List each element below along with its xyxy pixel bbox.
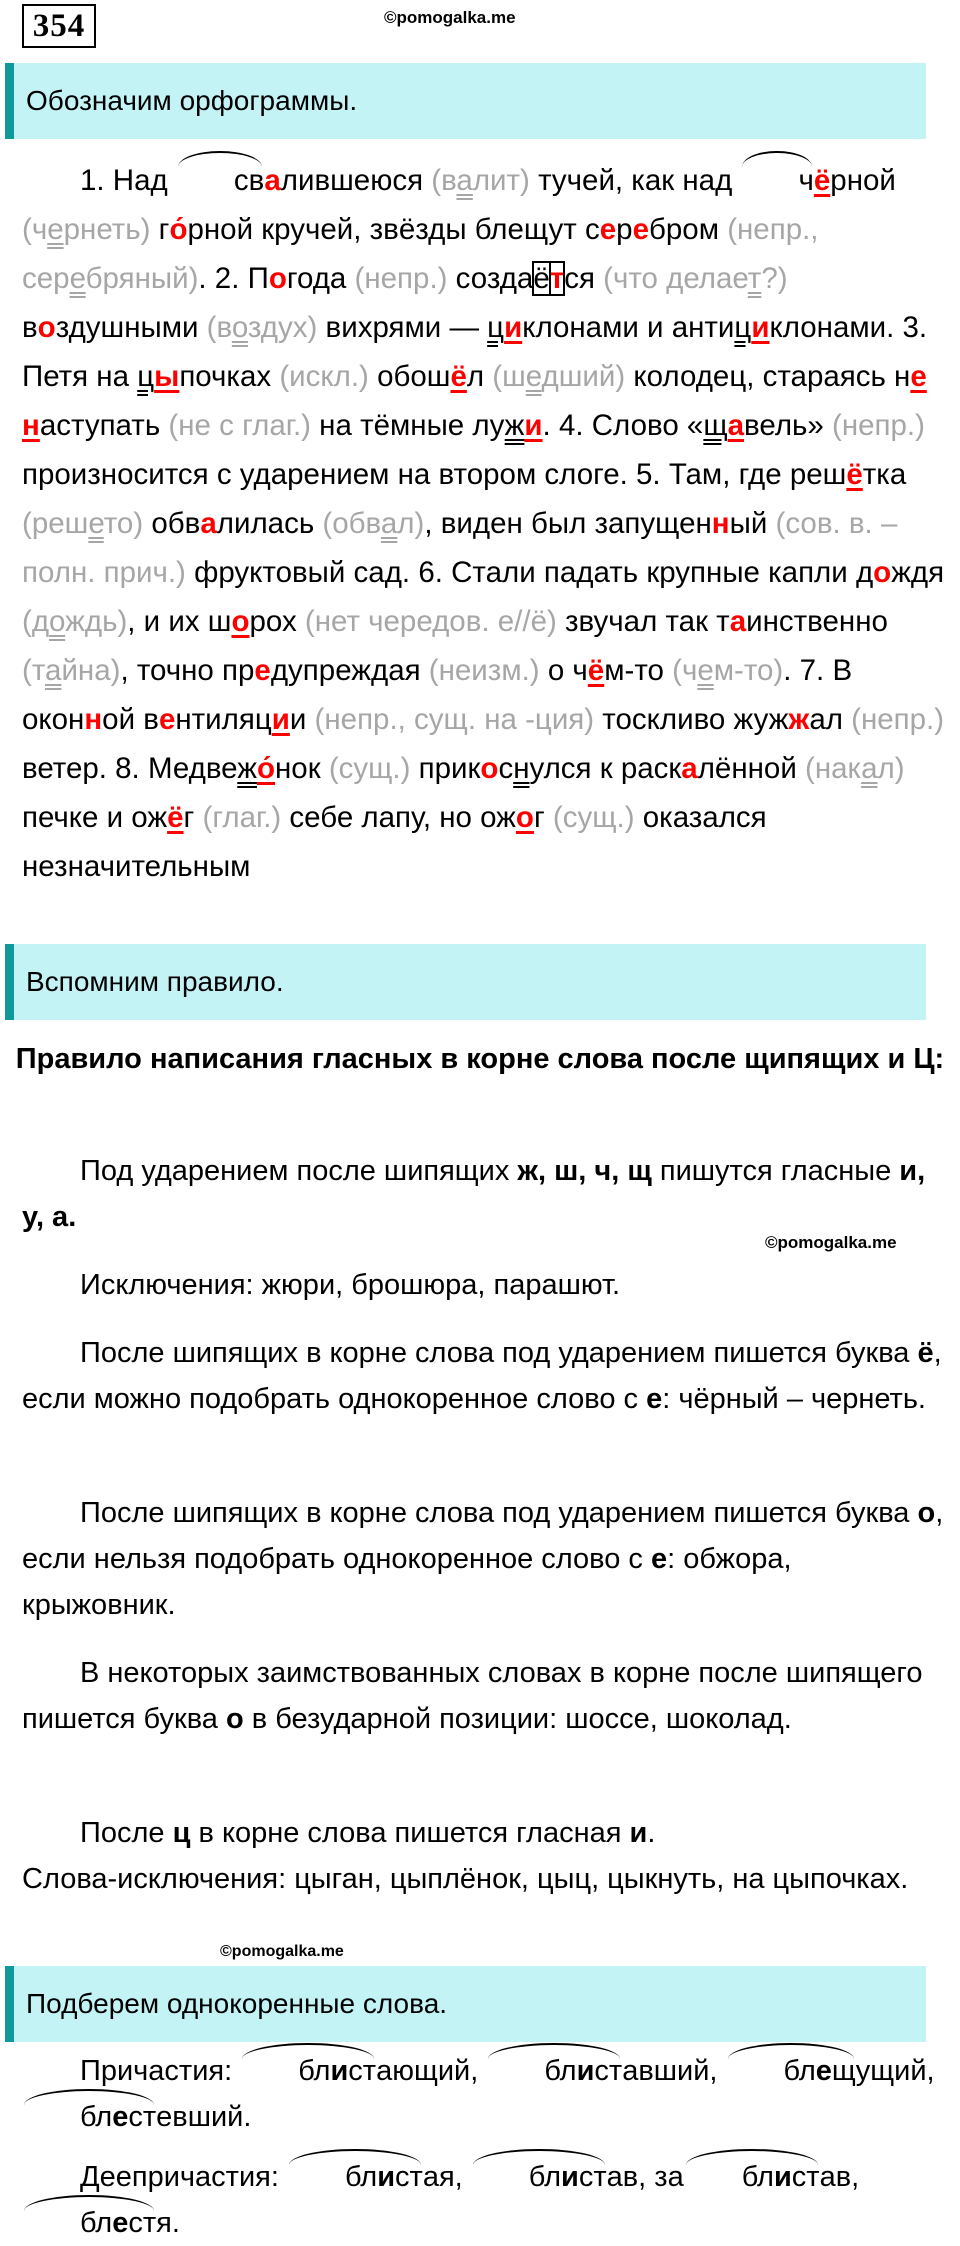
hint-text: а: [861, 752, 878, 785]
hint-text: а: [380, 507, 398, 540]
text-segment: бром: [649, 213, 719, 246]
hint-text: е: [69, 262, 86, 295]
rule-paragraph-6: После ц в корне слова пишется гласная и.: [80, 1817, 656, 1849]
hint-text: (неизм.): [420, 654, 540, 687]
task-number: 354: [22, 4, 96, 48]
text-segment: г: [150, 213, 170, 246]
hint-text: (ш: [484, 360, 526, 393]
rule-paragraph-4: После шипящих в корне слова под ударением пишется буква о, если нельзя подобрать однокоренное слово с е: обжора, крыжовник.: [22, 1497, 944, 1621]
hint-text: е: [525, 360, 542, 393]
hint-text: (непр.): [346, 262, 448, 295]
orthogram-letter: св: [176, 156, 264, 205]
text-segment: ветер. 8. Медве: [22, 752, 238, 785]
hint-text: (реш: [22, 507, 89, 540]
related-word: за блистав,: [654, 2161, 859, 2193]
hint-text: е: [88, 507, 104, 540]
orthogram-letter: о́: [256, 752, 276, 785]
word-root: блест: [22, 2094, 156, 2140]
orthogram-letter: а: [729, 605, 747, 638]
hint-text: (д: [22, 605, 50, 638]
orthogram-letter: а: [200, 507, 217, 540]
orthogram-letter: е: [632, 213, 649, 246]
text-segment: , точно пр: [120, 654, 255, 687]
watermark: ©pomogalka.me: [384, 8, 516, 27]
text-segment: на тёмные лу: [310, 409, 505, 442]
text-segment: м-то: [604, 654, 664, 687]
text-segment: еюся: [353, 164, 432, 197]
orthogram-letter: е: [254, 654, 271, 687]
word-root: блист: [287, 2154, 423, 2200]
related-word: блиставший,: [486, 2055, 725, 2087]
hint-text: йна): [61, 654, 121, 687]
text-segment: рной: [830, 164, 896, 197]
orthogram-letter: и: [271, 703, 290, 736]
text-segment: клонами и анти: [522, 311, 735, 344]
text-segment: ц: [487, 311, 505, 344]
orthogram-letter: ё: [846, 458, 863, 491]
hint-text: (т: [22, 654, 46, 687]
hint-text: (непр.): [842, 703, 945, 736]
hint-text: (непр., сущ. на -ция): [306, 703, 595, 736]
hint-text: (обв: [314, 507, 381, 540]
orthogram-letter: н: [711, 507, 730, 540]
section-banner-related-words: [5, 1966, 926, 2042]
text-segment: звучал так т: [556, 605, 730, 638]
related-word: блистав,: [471, 2161, 655, 2193]
exercise-text: [22, 156, 952, 891]
text-segment: тоскливо жуж: [594, 703, 789, 736]
orthogram-letter: а: [681, 752, 698, 785]
text-segment: 1. Над: [80, 164, 176, 197]
text-segment: с: [584, 213, 600, 246]
hint-text: л): [877, 752, 905, 785]
text-segment: г: [533, 801, 545, 834]
text-segment: в: [22, 311, 38, 344]
orthogram-letter: и: [751, 311, 770, 344]
text-segment: ё: [533, 262, 550, 295]
related-word: блестевший.: [22, 2101, 251, 2133]
text-segment: созда: [447, 262, 534, 295]
text-segment: вихрями —: [317, 311, 488, 344]
rule-paragraph-1: Под ударением после шипящих ж, ш, ч, щ пишутся гласные и, у, а.: [22, 1155, 926, 1233]
text-segment: ц: [137, 360, 155, 393]
hint-text: (сущ.): [320, 752, 411, 785]
hint-text: (сущ.): [544, 801, 635, 834]
text-segment: тка: [862, 458, 907, 491]
hint-text: (глаг.): [194, 801, 282, 834]
orthogram-letter: ж: [788, 703, 810, 736]
text-segment: прик: [410, 752, 481, 785]
text-segment: ливш: [280, 164, 354, 197]
rule-title: Правило написания гласных в корне слова после щипящих и Ц:: [15, 1043, 945, 1075]
text-segment: ый: [729, 507, 768, 540]
hint-text: о: [49, 605, 66, 638]
text-segment: инственно: [746, 605, 888, 638]
text-segment: вель»: [744, 409, 824, 442]
text-segment: почках: [179, 360, 272, 393]
section-banner-orthograms: [5, 63, 926, 139]
text-segment: дупреждая: [270, 654, 421, 687]
text-segment: , и их ш: [127, 605, 232, 638]
section-banner-rule: [5, 944, 926, 1020]
related-word: блистающий,: [240, 2055, 486, 2087]
text-segment: клонами. 3. Петя на: [22, 311, 928, 393]
text-segment: р: [616, 213, 633, 246]
text-segment: рной кручей, звёзды блещут: [187, 213, 585, 246]
related-word: блестя.: [22, 2207, 180, 2239]
text-segment: ц: [734, 311, 752, 344]
orthogram-letter: ё: [587, 654, 605, 687]
hint-text: о: [231, 311, 248, 344]
text-segment: с: [498, 752, 514, 785]
hint-text: (ч: [663, 654, 698, 687]
text-segment: улся к раск: [529, 752, 682, 785]
word-root: блист: [684, 2154, 820, 2200]
orthogram-letter: а: [264, 164, 281, 197]
rule-paragraph-3: После шипящих в корне слова под ударением пишется буква ё, если можно подобрать однокоренное слово с е: чёрный – чернеть.: [22, 1337, 942, 1415]
text-segment: . 7. В окон: [22, 654, 853, 736]
orthogram-letter: и: [504, 311, 523, 344]
text-segment: . 4. Слово «: [542, 409, 704, 442]
hint-text: бряный): [85, 262, 199, 295]
text-segment: произносится с ударением на втором слоге. 5. Там, где реш: [22, 458, 847, 491]
section-title: Подберем однокоренные слова.: [26, 1988, 448, 2019]
text-segment: колодец, стараясь н: [625, 360, 911, 393]
hint-text: то): [103, 507, 144, 540]
text-segment: аступать: [39, 409, 161, 442]
participles-line: Причастия: блистающий, блиставший, блещущий, блестевший.: [22, 2048, 952, 2140]
rule-paragraph-7: Слова-исключения: цыган, цыплёнок, цыц, цыкнуть, на цыпочках.: [22, 1863, 909, 1895]
hint-text: ?): [761, 262, 788, 295]
orthogram-letter: о: [873, 556, 892, 589]
orthogram-letter: ы: [154, 360, 180, 393]
orthogram-letter: и: [524, 409, 543, 442]
orthogram-letter: о: [268, 262, 287, 295]
orthogram-letter: е: [599, 213, 617, 246]
text-segment: нтиляц: [175, 703, 272, 736]
hint-text: л): [397, 507, 425, 540]
text-segment: года: [286, 262, 347, 295]
rule-text: [22, 1262, 952, 1308]
rule-text: [22, 1650, 952, 1742]
text-segment: оказался незначительным: [22, 801, 767, 883]
orthogram-letter: т: [549, 262, 565, 295]
hint-text: (непр., сер: [22, 213, 819, 295]
hint-text: (в: [198, 311, 232, 344]
hint-text: а: [456, 164, 473, 197]
hint-text: (нак: [796, 752, 862, 785]
hint-text: ждь): [65, 605, 128, 638]
text-segment: тучей, как над: [529, 164, 741, 197]
rule-text: [22, 1490, 952, 1628]
hint-text: лит): [472, 164, 530, 197]
text-segment: о ч: [539, 654, 588, 687]
word-root: блист: [240, 2048, 376, 2094]
text-segment: себе лапу, но ож: [281, 801, 516, 834]
text-segment: ся: [564, 262, 595, 295]
section-title: Обозначим орфограммы.: [26, 85, 358, 116]
text-segment: рох: [249, 605, 297, 638]
text-segment: ал: [809, 703, 843, 736]
watermark: ©pomogalka.me: [220, 1943, 344, 1960]
orthogram-letter: о: [37, 311, 56, 344]
text-segment: ж: [237, 752, 257, 785]
hint-text: а: [45, 654, 62, 687]
text-segment: лилась: [216, 507, 315, 540]
text-segment: г: [183, 801, 195, 834]
text-segment: л: [466, 360, 485, 393]
rule-paragraph-2: Исключения: жюри, брошюра, парашют.: [80, 1269, 621, 1301]
text-segment: ж: [504, 409, 525, 442]
word-root: блист: [471, 2154, 607, 2200]
orthogram-letter: о: [231, 605, 250, 638]
text-segment: и: [289, 703, 307, 736]
hint-text: (ч: [22, 213, 48, 246]
rule-text: [22, 1810, 952, 1902]
orthogram-letter: о́: [169, 213, 188, 246]
hint-text: е: [47, 213, 64, 246]
text-segment: печке и ож: [22, 801, 168, 834]
hint-text: (не с глаг.): [160, 409, 311, 442]
orthogram-letter: ё: [450, 360, 467, 393]
related-word: блистая,: [287, 2161, 471, 2193]
rule-text: [22, 1148, 952, 1240]
watermark: ©pomogalka.me: [765, 1233, 897, 1252]
rule-text: [22, 1330, 952, 1422]
orthogram-letter: ч: [740, 156, 813, 205]
gerunds-line: Деепричастия: блистая, блистав, за блистав, блестя.: [22, 2154, 952, 2246]
text-segment: ой в: [102, 703, 159, 736]
orthogram-letter: е: [158, 703, 176, 736]
hint-text: дший): [541, 360, 626, 393]
orthogram-letter: о: [480, 752, 499, 785]
orthogram-letter: ё: [167, 801, 184, 834]
orthogram-letter: ё: [813, 164, 831, 197]
hint-text: здух): [247, 311, 318, 344]
orthogram-letter: е н: [22, 360, 927, 442]
hint-text: рнеть): [63, 213, 151, 246]
rule-paragraph-5: В некоторых заимствованных словах в корне после шипящего пишется буква о в безударной позиции: шоссе, шоколад.: [22, 1657, 923, 1735]
word-root: блист: [486, 2048, 622, 2094]
word-root: блест: [22, 2200, 156, 2246]
text-segment: фруктовый сад. 6. Стали падать крупные капли д: [185, 556, 874, 589]
orthogram-letter: о: [515, 801, 534, 834]
hint-text: (сов. в. – полн. прич.): [22, 507, 898, 589]
text-segment: . 2. П: [198, 262, 269, 295]
section-title: Вспомним правило.: [26, 966, 284, 997]
text-segment: здушными: [55, 311, 199, 344]
hint-text: е: [697, 654, 714, 687]
hint-text: (нет чередов. е//ё): [296, 605, 557, 638]
text-segment: обв: [143, 507, 201, 540]
hint-text: м-то): [713, 654, 784, 687]
hint-text: (в: [431, 164, 457, 197]
related-word: блещущий,: [726, 2055, 935, 2087]
text-segment: нок: [275, 752, 321, 785]
text-segment: лённой: [697, 752, 797, 785]
hint-text: (что делае: [594, 262, 748, 295]
text-segment: ждя: [891, 556, 945, 589]
word-root: блещ: [726, 2048, 856, 2094]
hint-text: т: [747, 262, 762, 295]
text-segment: , виден был запущен: [424, 507, 712, 540]
text-segment: н: [513, 752, 530, 785]
hint-text: (искл.): [271, 360, 369, 393]
orthogram-letter: н: [84, 703, 103, 736]
orthogram-letter: а: [727, 409, 745, 442]
hint-text: (непр.): [823, 409, 925, 442]
text-segment: обош: [368, 360, 451, 393]
text-segment: щ: [703, 409, 728, 442]
